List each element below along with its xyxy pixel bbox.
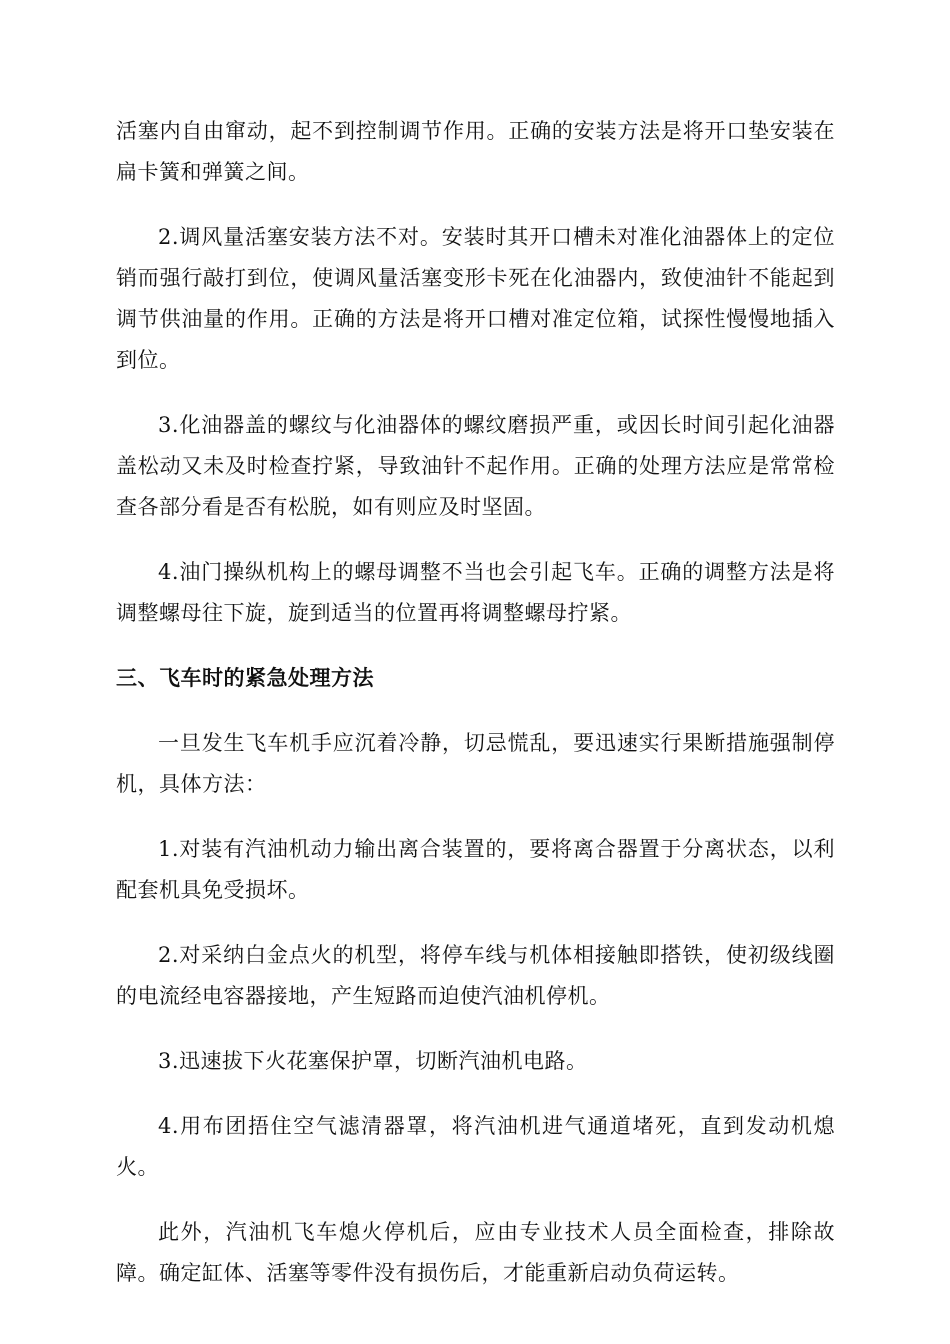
paragraph-item-4: 4.油门操纵机构上的螺母调整不当也会引起飞车。正确的调整方法是将调整螺母往下旋，旋到适当的位置再将调整螺母拧紧。 [116, 560, 835, 625]
paragraph-method-2: 2.对采纳白金点火的机型，将停车线与机体相接触即搭铁，使初级线圈的电流经电容器接地，产生短路而迫使汽油机停机。 [116, 943, 835, 1008]
document-body [116, 111, 835, 1318]
paragraph-conclusion: 此外，汽油机飞车熄火停机后，应由专业技术人员全面检查，排除故障。确定缸体、活塞等零件没有损伤后，才能重新启动负荷运转。 [116, 1220, 835, 1285]
paragraph-intro: 一旦发生飞车机手应沉着冷静，切忌慌乱，要迅速实行果断措施强制停机，具体方法： [116, 731, 835, 796]
paragraph-item-2: 2.调风量活塞安装方法不对。安装时其开口槽未对准化油器体上的定位销而强行敲打到位，使调风量活塞变形卡死在化油器内，致使油针不能起到调节供油量的作用。正确的方法是将开口槽对准定位箱，试探性慢慢地插入到位。 [116, 225, 835, 372]
paragraph-item-3: 3.化油器盖的螺纹与化油器体的螺纹磨损严重，或因长时间引起化油器盖松动又未及时检查拧紧，导致油针不起作用。正确的处理方法应是常常检查各部分看是否有松脱，如有则应及时坚固。 [116, 413, 835, 519]
section-heading: 三、飞车时的紧急处理方法 [116, 666, 374, 690]
paragraph-method-1: 1.对装有汽油机动力输出离合装置的，要将离合器置于分离状态，以利配套机具免受损坏。 [116, 837, 835, 902]
paragraph-continuation: 活塞内自由窜动，起不到控制调节作用。正确的安装方法是将开口垫安装在扁卡簧和弹簧之间。 [116, 119, 835, 184]
paragraph-method-3: 3.迅速拔下火花塞保护罩，切断汽油机电路。 [158, 1049, 588, 1073]
paragraph-method-4: 4.用布团捂住空气滤清器罩，将汽油机进气通道堵死，直到发动机熄火。 [116, 1114, 835, 1179]
